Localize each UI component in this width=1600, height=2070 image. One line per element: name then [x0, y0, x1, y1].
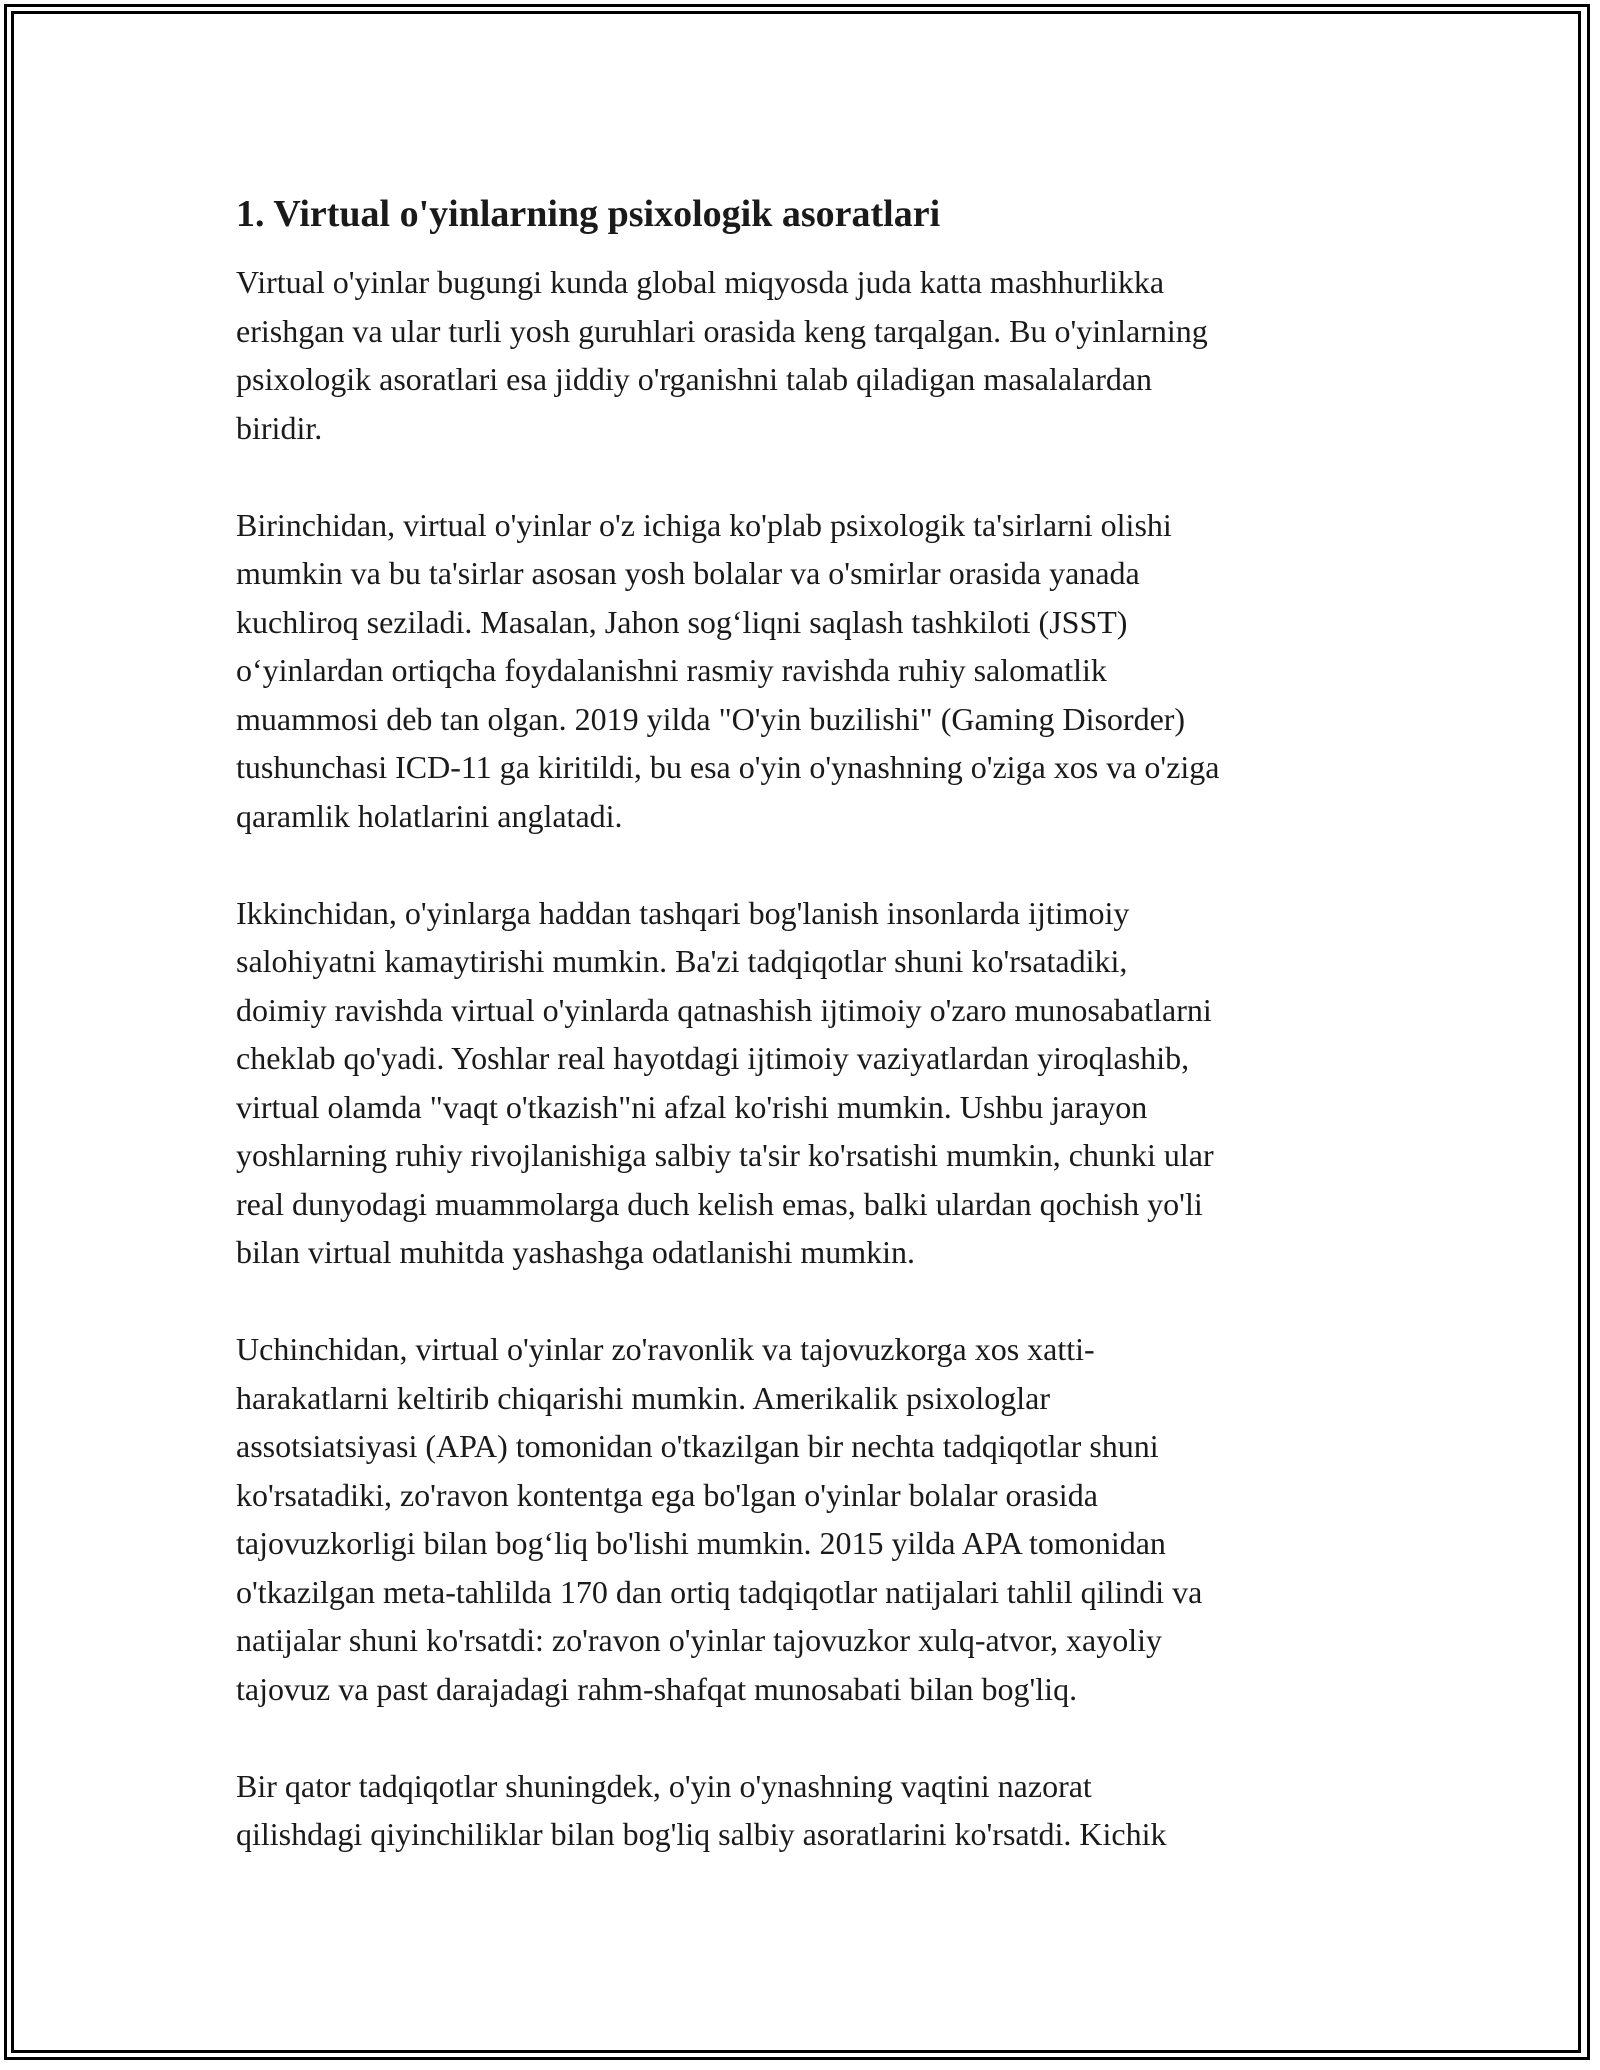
- text-line: assotsiatsiyasi (APA) tomonidan o'tkazilgan bir nechta tadqiqotlar shuni: [236, 1428, 1159, 1464]
- section-heading: 1. Virtual o'yinlarning psixologik asoratlari: [236, 193, 941, 235]
- paragraph-fourth: [236, 1762, 1376, 1859]
- paragraph-first: [236, 501, 1376, 841]
- text-line: qaramlik holatlarini anglatadi.: [236, 797, 623, 834]
- text-line: Uchinchidan, virtual o'yinlar zo'ravonlik va tajovuzkorga xos xatti-: [236, 1331, 1095, 1367]
- text-line: o‘yinlardan ortiqcha foydalanishni rasmiy ravishda ruhiy salomatlik: [236, 652, 1107, 688]
- text-line: Bir qator tadqiqotlar shuningdek, o'yin o'ynashning vaqtini nazorat: [236, 1767, 1092, 1804]
- text-line: tajovuzkorligi bilan bog‘liq bo'lishi mumkin. 2015 yilda APA tomonidan: [236, 1525, 1166, 1561]
- text-line: bilan virtual muhitda yashashga odatlanishi mumkin.: [236, 1234, 915, 1270]
- text-line: real dunyodagi muammolarga duch kelish emas, balki ulardan qochish yo'li: [236, 1185, 1203, 1222]
- text-line: Ikkinchidan, o'yinlarga haddan tashqari bog'lanish insonlarda ijtimoiy: [236, 894, 1130, 931]
- document-body: [236, 190, 1376, 1907]
- text-line: ko'rsatadiki, zo'ravon kontentga ega bo'lgan o'yinlar bolalar orasida: [236, 1476, 1098, 1513]
- text-line: virtual olamda "vaqt o'tkazish"ni afzal ko'rishi mumkin. Ushbu jarayon: [236, 1088, 1148, 1125]
- paragraph-third: [236, 1325, 1376, 1713]
- text-line: yoshlarning ruhiy rivojlanishiga salbiy ta'sir ko'rsatishi mumkin, chunki ular: [236, 1137, 1214, 1173]
- text-line: Birinchidan, virtual o'yinlar o'z ichiga ko'plab psixologik ta'sirlarni olishi: [236, 506, 1172, 543]
- text-line: mumkin va bu ta'sirlar asosan yosh bolalar va o'smirlar orasida yanada: [236, 555, 1140, 591]
- paragraph-second: [236, 889, 1376, 1277]
- text-line: salohiyatni kamaytirishi mumkin. Ba'zi tadqiqotlar shuni ko'rsatadiki,: [236, 943, 1128, 979]
- text-line: harakatlarni keltirib chiqarishi mumkin. Amerikalik psixologlar: [236, 1379, 1051, 1416]
- text-line: tushunchasi ICD-11 ga kiritildi, bu esa o'yin o'ynashning o'ziga xos va o'ziga: [236, 749, 1220, 785]
- text-line: kuchliroq seziladi. Masalan, Jahon sog‘liqni saqlash tashkiloti (JSST): [236, 603, 1128, 640]
- text-line: natijalar shuni ko'rsatdi: zo'ravon o'yinlar tajovuzkor xulq-atvor, xayoliy: [236, 1622, 1162, 1658]
- paragraph-intro: [236, 258, 1376, 452]
- text-line: qilishdagi qiyinchiliklar bilan bog'liq salbiy asoratlarini ko'rsatdi. Kichik: [236, 1816, 1167, 1852]
- text-line: cheklab qo'yadi. Yoshlar real hayotdagi ijtimoiy vaziyatlardan yiroqlashib,: [236, 1040, 1190, 1076]
- text-line: muammosi deb tan olgan. 2019 yilda "O'yin buzilishi" (Gaming Disorder): [236, 700, 1186, 737]
- text-line: tajovuz va past darajadagi rahm-shafqat munosabati bilan bog'liq.: [236, 1670, 1078, 1707]
- text-line: o'tkazilgan meta-tahlilda 170 dan ortiq tadqiqotlar natijalari tahlil qilindi va: [236, 1573, 1203, 1610]
- text-line: doimiy ravishda virtual o'yinlarda qatnashish ijtimoiy o'zaro munosabatlarni: [236, 991, 1212, 1028]
- text-line: psixologik asoratlari esa jiddiy o'rganishni talab qiladigan masalalardan: [236, 361, 1153, 397]
- text-line: biridir.: [236, 409, 323, 446]
- text-line: Virtual o'yinlar bugungi kunda global miqyosda juda katta mashhurlikka: [236, 264, 1165, 300]
- text-line: erishgan va ular turli yosh guruhlari orasida keng tarqalgan. Bu o'yinlarning: [236, 312, 1208, 349]
